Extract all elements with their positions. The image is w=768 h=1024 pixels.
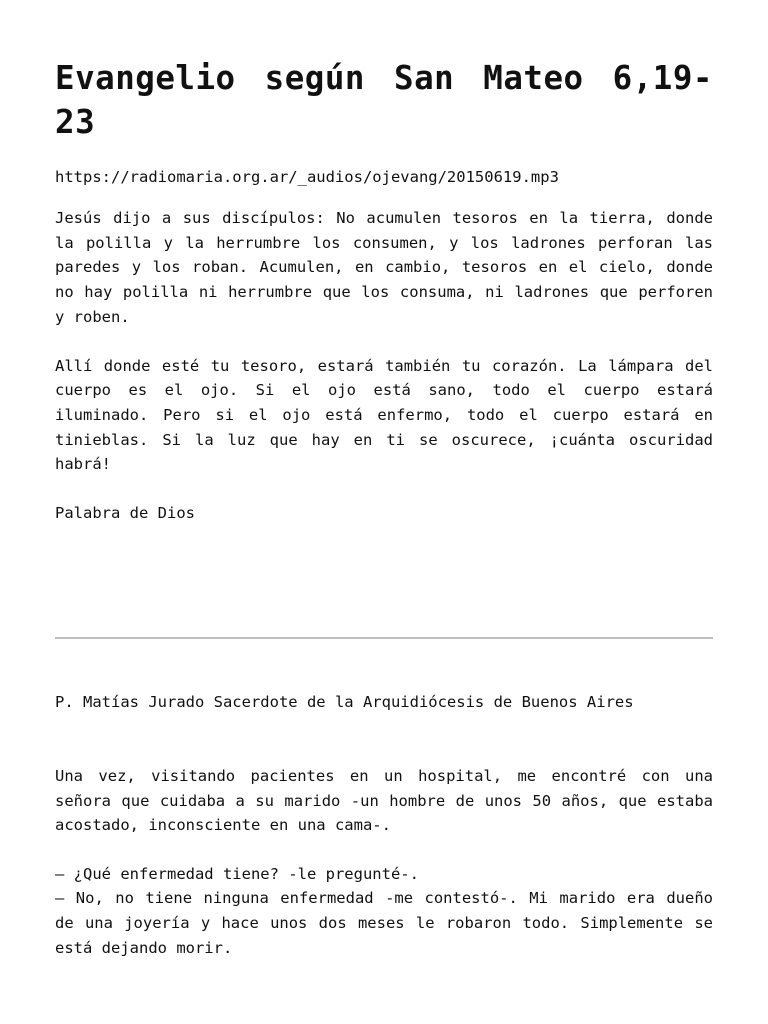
gospel-paragraph-2: Allí donde esté tu tesoro, estará también tu corazón. La lámpara del cuerpo es el ojo. Si el ojo está sano, todo el cuerpo estará iluminado. Pero si el ojo está enfermo, todo el cuerpo estará en tinieblas. Si la luz que hay en ti se oscurece, ¡cuánta oscuridad habrá! [55, 356, 713, 474]
dialog-answer: – No, no tiene ninguna enfermedad -me contestó-. Mi marido era dueño de una joyería y hace unos dos meses le robaron todo. Simplemente se está dejando morir. [55, 889, 713, 957]
document-page [55, 56, 713, 526]
section-divider [55, 637, 713, 639]
dialog-question: – ¿Qué enfermedad tiene? -le pregunté-. [55, 864, 419, 883]
audio-link[interactable]: https://radiomaria.org.ar/_audios/ojevang/20150619.mp3 [55, 168, 559, 186]
gospel-closing: Palabra de Dios [55, 504, 195, 523]
page-title: Evangelio según San Mateo 6,19-23 [55, 59, 713, 141]
story-paragraph-1: Una vez, visitando pacientes en un hospital, me encontré con una señora que cuidaba a su marido -un hombre de unos 50 años, que estaba acostado, inconsciente en una cama-. [55, 767, 713, 835]
commentary-section [55, 764, 713, 960]
gospel-paragraph-1: Jesús dijo a sus discípulos: No acumulen tesoros en la tierra, donde la polilla y la herrumbre los consumen, y los ladrones perforan las paredes y los roban. Acumulen, en cambio, tesoros en el cielo, donde no hay polilla ni herrumbre que los consuma, ni ladrones que perforen y roben. [55, 209, 713, 326]
author-line: P. Matías Jurado Sacerdote de la Arquidiócesis de Buenos Aires [55, 693, 634, 711]
